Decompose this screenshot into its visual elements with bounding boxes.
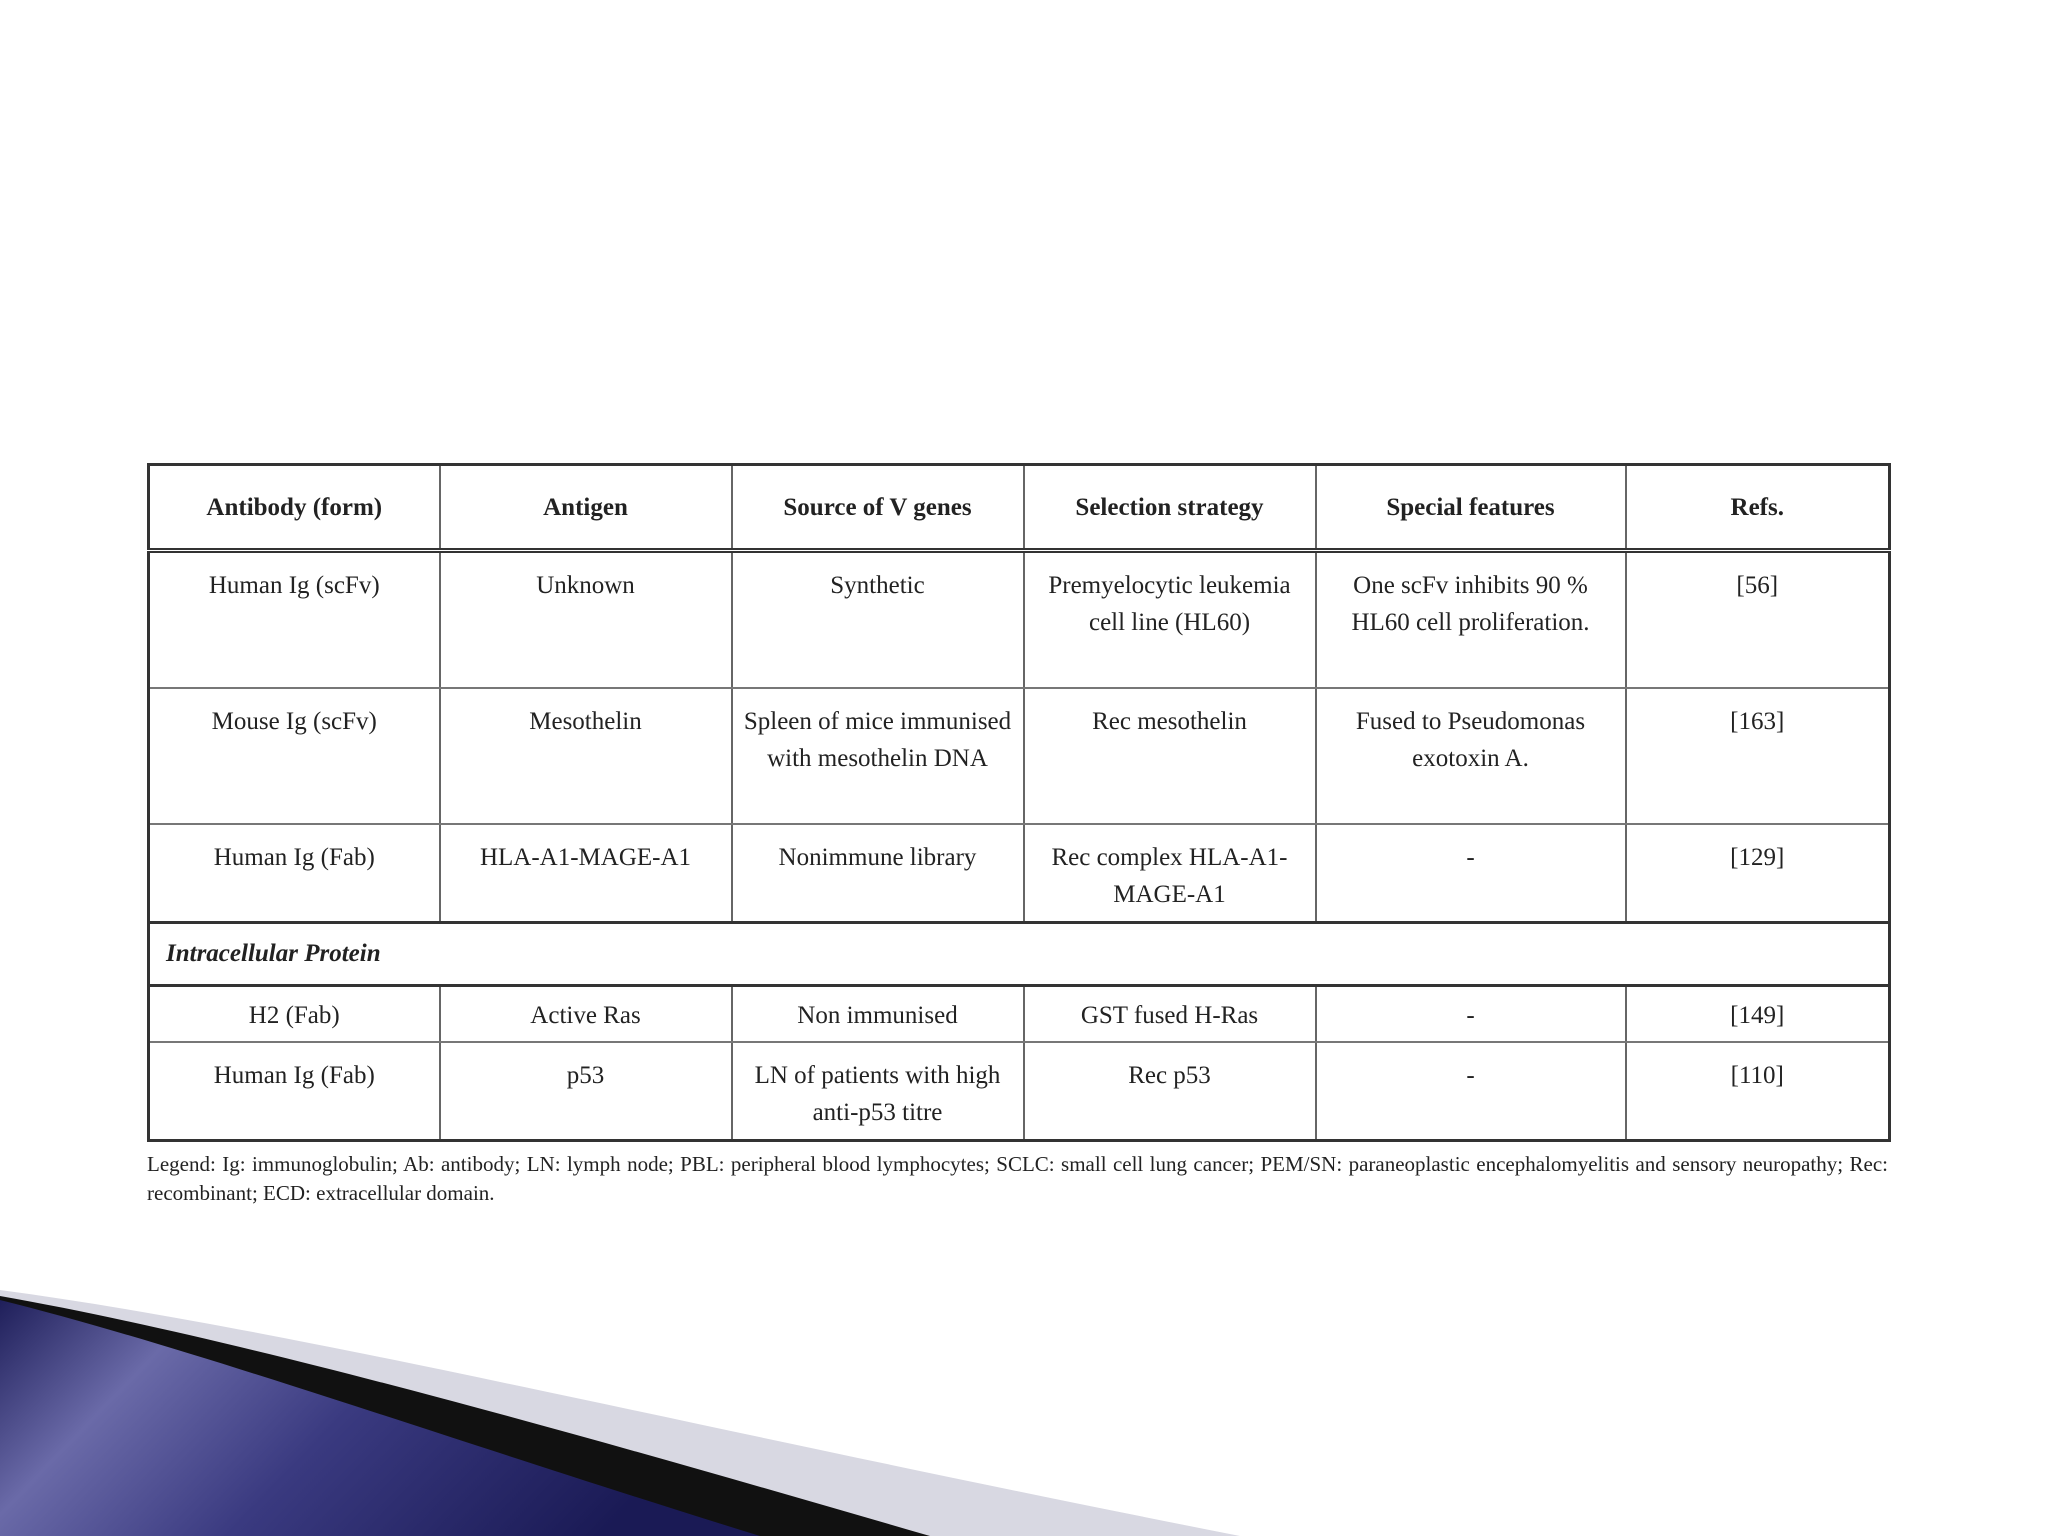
header-features: Special features [1316, 465, 1626, 551]
table-header-row [149, 465, 1890, 551]
table-cell: HLA-A1-MAGE-A1 [440, 824, 732, 923]
table-cell: GST fused H-Ras [1024, 986, 1316, 1043]
table-cell: [110] [1626, 1042, 1890, 1141]
table-section-row [149, 923, 1890, 986]
table-cell: Human Ig (scFv) [149, 551, 440, 689]
table-cell: Rec p53 [1024, 1042, 1316, 1141]
table-cell: Unknown [440, 551, 732, 689]
table-cell: [56] [1626, 551, 1890, 689]
table-cell: Fused to Pseudomonas exotoxin A. [1316, 688, 1626, 824]
table-cell: H2 (Fab) [149, 986, 440, 1043]
section-label: Intracellular Protein [149, 923, 1890, 986]
header-refs: Refs. [1626, 465, 1890, 551]
table-legend: Legend: Ig: immunoglobulin; Ab: antibody; LN: lymph node; PBL: peripheral blood lymphocytes; SCLC: small cell lung cancer; PEM/SN: paraneoplastic encephalomyelitis and sensory neuropathy; Rec: recombinant; ECD: extracellular domain. [147, 1152, 1888, 1205]
table-row [149, 986, 1890, 1043]
table-cell: Active Ras [440, 986, 732, 1043]
table-cell: [129] [1626, 824, 1890, 923]
table-row [149, 1042, 1890, 1141]
table-cell: Synthetic [732, 551, 1024, 689]
table-cell: [163] [1626, 688, 1890, 824]
header-selection: Selection strategy [1024, 465, 1316, 551]
table-cell: Premyelocytic leukemia cell line (HL60) [1024, 551, 1316, 689]
table-cell: Mesothelin [440, 688, 732, 824]
table-row [149, 688, 1890, 824]
table-cell: Human Ig (Fab) [149, 1042, 440, 1141]
table-cell: - [1316, 986, 1626, 1043]
table-container [147, 463, 1888, 1142]
table-cell: LN of patients with high anti-p53 titre [732, 1042, 1024, 1141]
table-cell: - [1316, 824, 1626, 923]
table-cell: Human Ig (Fab) [149, 824, 440, 923]
table-cell: p53 [440, 1042, 732, 1141]
table-row [149, 551, 1890, 689]
table-cell: One scFv inhibits 90 % HL60 cell proliferation. [1316, 551, 1626, 689]
table-cell: Spleen of mice immunised with mesothelin DNA [732, 688, 1024, 824]
table-cell: Rec complex HLA-A1-MAGE-A1 [1024, 824, 1316, 923]
header-source: Source of V genes [732, 465, 1024, 551]
table-cell: Rec mesothelin [1024, 688, 1316, 824]
header-antigen: Antigen [440, 465, 732, 551]
table-cell: [149] [1626, 986, 1890, 1043]
table-cell: Mouse Ig (scFv) [149, 688, 440, 824]
table-cell: Non immunised [732, 986, 1024, 1043]
table-row [149, 824, 1890, 923]
table-cell: - [1316, 1042, 1626, 1141]
table-cell: Nonimmune library [732, 824, 1024, 923]
antibody-table [147, 463, 1891, 1142]
header-antibody: Antibody (form) [149, 465, 440, 551]
